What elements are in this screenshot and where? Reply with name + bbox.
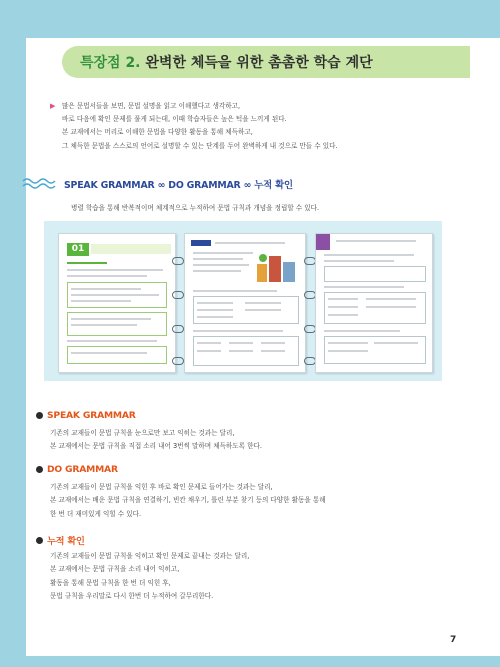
binder-ring-icon [172, 291, 184, 299]
wave-icon [22, 177, 60, 191]
bullet-dot-icon [36, 466, 43, 473]
preview-heading-bar [91, 244, 171, 254]
bullet-dot-icon [36, 412, 43, 419]
preview-page-do-grammar [184, 233, 306, 373]
feature-description [50, 427, 262, 454]
intro-line: 그 체득한 문법을 스스로의 언어로 설명할 수 있는 단계를 두어 완벽하게 내 것으로 만들 수 있다. [62, 141, 338, 150]
footer-decorative-strip [0, 656, 500, 667]
triangle-bullet-icon: ▶ [50, 102, 56, 110]
feature-line: 한 번 더 재미있게 익힐 수 있다. [50, 509, 142, 518]
section-subtitle: 병렬 학습을 통해 반복적이며 체계적으로 누적하여 문법 규칙과 개념을 정립할 수 있다. [71, 204, 320, 212]
feature-description [50, 550, 249, 604]
header-bar [62, 46, 470, 78]
feature-heading-speak-grammar [36, 410, 136, 421]
feature-line: 기존의 교재들이 문법 규칙을 익힌 후 바로 확인 문제로 들어가는 것과는 달리, [50, 483, 273, 491]
feature-line: 문법 규칙을 우리말로 다시 한번 더 누적하여 갈무리한다. [50, 592, 214, 601]
feature-line: 활동을 통해 문법 규칙을 한 번 더 익힌 후, [50, 578, 171, 587]
unit-badge: 01 [67, 243, 89, 256]
intro-line: 본 교재에서는 머리로 이해한 문법을 다양한 활동을 통해 체득하고, [62, 128, 253, 137]
feature-line: 기존의 교재들이 문법 규칙을 익히고 확인 문제로 끝내는 것과는 달리, [50, 552, 250, 560]
feature-heading-do-grammar [36, 464, 118, 475]
preview-tab [316, 234, 330, 250]
top-decorative-strip [0, 0, 500, 38]
intro-line: 많은 문법서들을 보면, 문법 설명을 읽고 이해했다고 생각하고, [62, 102, 241, 110]
feature-label: DO GRAMMAR [47, 464, 118, 475]
buildings-illustration [255, 252, 299, 282]
preview-page-review [315, 233, 433, 373]
title-prefix: 특장점 2. [80, 55, 141, 71]
intro-paragraph [50, 100, 462, 153]
preview-exercise-table [324, 292, 426, 324]
title-text: 완벽한 체득을 위한 촘촘한 학습 계단 [145, 55, 373, 71]
preview-exercise-table [324, 266, 426, 282]
textbook-preview [44, 221, 442, 381]
section-title: SPEAK GRAMMAR ∞ DO GRAMMAR ∞ 누적 확인 [64, 180, 293, 191]
binder-ring-icon [172, 357, 184, 365]
feature-heading-review [36, 533, 85, 547]
page-number: 7 [450, 635, 457, 645]
feature-label: 누적 확인 [47, 536, 85, 547]
section-heading [22, 177, 293, 191]
feature-line: 본 교재에서는 배운 문법 규칙을 연결하기, 빈칸 채우기, 틀린 부분 찾기 등의 다양한 활동을 통해 [50, 496, 326, 505]
feature-line: 기존의 교재들이 문법 규칙을 눈으로만 보고 익히는 것과는 달리, [50, 429, 235, 437]
feature-description [50, 481, 326, 521]
feature-label: SPEAK GRAMMAR [47, 410, 136, 421]
binder-ring-icon [172, 325, 184, 333]
feature-line: 본 교재에서는 문법 규칙을 소리 내어 익히고, [50, 565, 180, 574]
left-decorative-strip [0, 0, 26, 667]
bullet-dot-icon [36, 537, 43, 544]
binder-ring-icon [172, 257, 184, 265]
feature-line: 본 교재에서는 문법 규칙을 직접 소리 내어 3번씩 말하며 체득하도록 한다. [50, 442, 262, 451]
preview-page-speak-grammar [58, 233, 176, 373]
page-title [80, 52, 373, 72]
intro-line: 바로 다음에 확인 문제를 풀게 되는데, 이때 학습자들은 높은 턱을 느끼게 된다. [62, 115, 287, 124]
preview-rule-box [67, 346, 167, 364]
